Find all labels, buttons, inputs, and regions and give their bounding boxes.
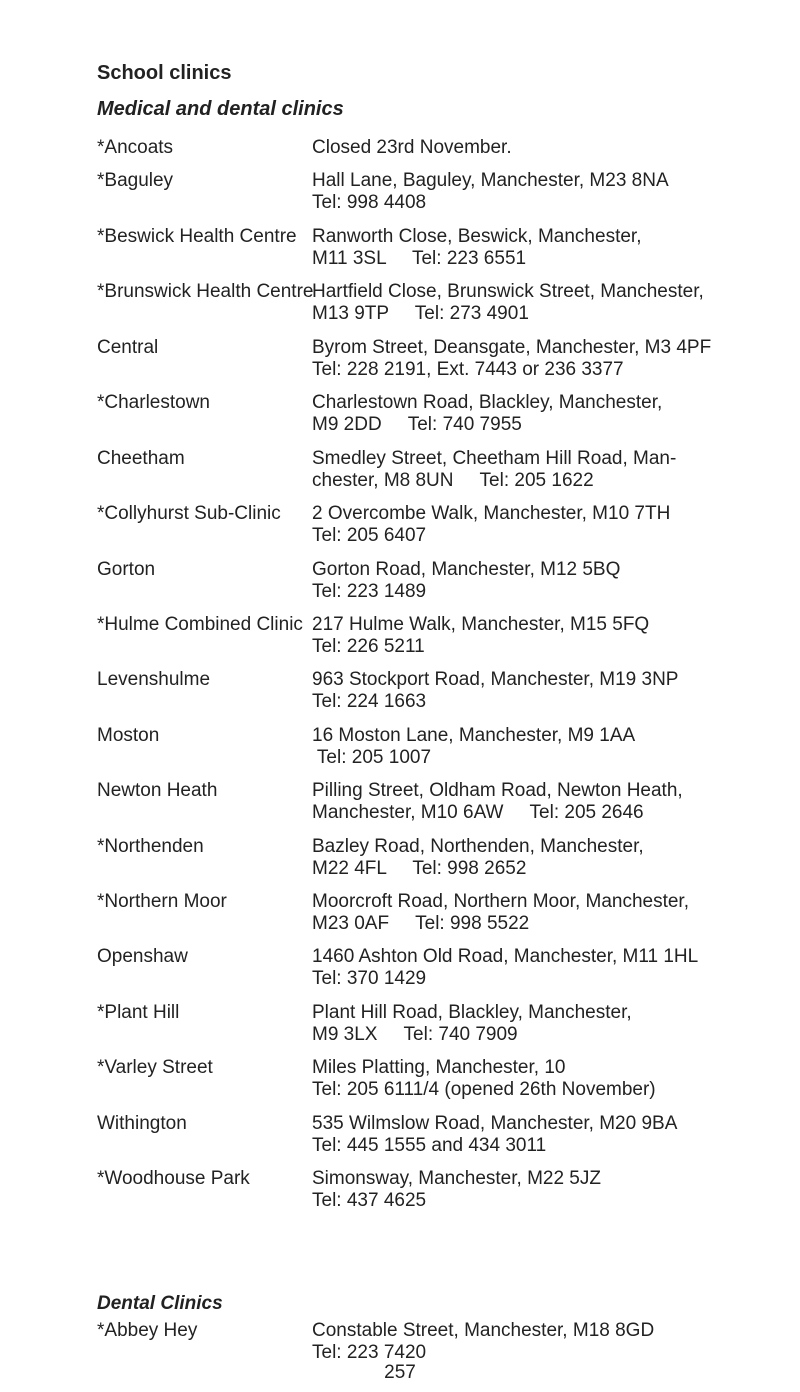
clinic-address-line: Tel: 226 5211 — [312, 636, 425, 657]
clinic-address-line: Tel: 445 1555 and 434 3011 — [312, 1135, 547, 1156]
clinic-address-line: Hartfield Close, Brunswick Street, Manchester, — [312, 281, 704, 302]
clinic-name: *Abbey Hey — [97, 1320, 198, 1341]
clinic-address-line: Tel: 370 1429 — [312, 968, 427, 989]
page-number: 257 — [384, 1362, 416, 1383]
clinic-name: *Collyhurst Sub-Clinic — [97, 503, 281, 524]
clinic-address-line: Moorcroft Road, Northern Moor, Manchester, — [312, 891, 689, 912]
clinic-address-line: Bazley Road, Northenden, Manchester, — [312, 836, 644, 857]
clinic-address-line: 535 Wilmslow Road, Manchester, M20 9BA — [312, 1113, 678, 1134]
clinic-address-line: Manchester, M10 6AW Tel: 205 2646 — [312, 802, 644, 823]
clinic-name: Newton Heath — [97, 780, 218, 801]
clinic-address — [312, 669, 742, 713]
clinic-address — [312, 614, 742, 658]
clinic-name: *Northenden — [97, 836, 204, 857]
clinic-name: *Northern Moor — [97, 891, 227, 912]
clinic-address-line: Pilling Street, Oldham Road, Newton Heath, — [312, 780, 683, 801]
clinic-address-line: Closed 23rd November. — [312, 137, 512, 158]
clinic-address-line: Tel: 437 4625 — [312, 1190, 427, 1211]
clinic-address-line: M9 3LX Tel: 740 7909 — [312, 1024, 518, 1045]
clinic-address-line: M13 9TP Tel: 273 4901 — [312, 303, 529, 324]
clinic-address-line: Tel: 223 7420 — [312, 1342, 427, 1363]
clinic-address-line: Tel: 205 6407 — [312, 525, 427, 546]
clinic-name: *Woodhouse Park — [97, 1168, 250, 1189]
clinic-address-line: Byrom Street, Deansgate, Manchester, M3 4PF — [312, 337, 712, 358]
clinic-address — [312, 725, 742, 769]
clinic-address-line: M11 3SL Tel: 223 6551 — [312, 248, 527, 269]
clinic-address — [312, 337, 742, 381]
clinic-address — [312, 559, 742, 603]
clinic-address-line: Simonsway, Manchester, M22 5JZ — [312, 1168, 601, 1189]
clinic-address-line: M23 0AF Tel: 998 5522 — [312, 913, 530, 934]
clinic-name: *Hulme Combined Clinic — [97, 614, 303, 635]
clinic-name: *Plant Hill — [97, 1002, 180, 1023]
clinic-address — [312, 448, 742, 492]
clinic-address-line: M22 4FL Tel: 998 2652 — [312, 858, 527, 879]
clinic-address-line: M9 2DD Tel: 740 7955 — [312, 414, 522, 435]
clinic-address-line: Tel: 223 1489 — [312, 581, 427, 602]
clinic-address — [312, 891, 742, 935]
clinic-address-line: Tel: 205 1007 — [312, 747, 432, 768]
clinic-address — [312, 1002, 742, 1046]
clinic-address — [312, 281, 742, 325]
clinic-name: *Brunswick Health Centre — [97, 281, 314, 302]
clinic-address — [312, 1168, 742, 1212]
clinic-address — [312, 137, 742, 159]
clinic-address — [312, 1320, 742, 1364]
clinic-name: *Beswick Health Centre — [97, 226, 297, 247]
clinic-name: Openshaw — [97, 946, 188, 967]
clinic-address-line: Plant Hill Road, Blackley, Manchester, — [312, 1002, 632, 1023]
clinic-name: Gorton — [97, 559, 156, 580]
clinic-address — [312, 503, 742, 547]
clinic-address-line: Miles Platting, Manchester, 10 — [312, 1057, 566, 1078]
clinic-address-line: 963 Stockport Road, Manchester, M19 3NP — [312, 669, 679, 690]
clinic-address-line: Gorton Road, Manchester, M12 5BQ — [312, 559, 621, 580]
clinic-name: Moston — [97, 725, 160, 746]
clinic-address — [312, 1057, 742, 1101]
clinic-address-line: Hall Lane, Baguley, Manchester, M23 8NA — [312, 170, 669, 191]
clinic-name: Withington — [97, 1113, 187, 1134]
clinic-address — [312, 836, 742, 880]
clinic-name: Central — [97, 337, 159, 358]
clinic-address-line: Smedley Street, Cheetham Hill Road, Man- — [312, 448, 677, 469]
clinic-address — [312, 226, 742, 270]
page-title: School clinics — [97, 62, 232, 84]
clinic-address-line: Tel: 224 1663 — [312, 691, 427, 712]
page-subtitle: Medical and dental clinics — [97, 98, 344, 120]
clinic-name: *Ancoats — [97, 137, 174, 158]
clinic-address-line: Constable Street, Manchester, M18 8GD — [312, 1320, 655, 1341]
clinic-name: Levenshulme — [97, 669, 211, 690]
clinic-address-line: 16 Moston Lane, Manchester, M9 1AA — [312, 725, 636, 746]
clinic-address-line: Tel: 998 4408 — [312, 192, 427, 213]
clinic-address-line: 1460 Ashton Old Road, Manchester, M11 1HL — [312, 946, 699, 967]
clinic-address-line: Tel: 228 2191, Ext. 7443 or 236 3377 — [312, 359, 624, 380]
clinic-address-line: Tel: 205 6111/4 (opened 26th November) — [312, 1079, 656, 1100]
clinic-name: Cheetham — [97, 448, 185, 469]
clinic-address-line: Charlestown Road, Blackley, Manchester, — [312, 392, 663, 413]
clinic-name: *Varley Street — [97, 1057, 213, 1078]
clinic-address-line: 2 Overcombe Walk, Manchester, M10 7TH — [312, 503, 671, 524]
dental-section-heading: Dental Clinics — [97, 1293, 223, 1314]
clinic-name: *Baguley — [97, 170, 174, 191]
clinic-address — [312, 170, 742, 214]
clinic-address-line: Ranworth Close, Beswick, Manchester, — [312, 226, 642, 247]
clinic-address — [312, 392, 742, 436]
clinic-address-line: 217 Hulme Walk, Manchester, M15 5FQ — [312, 614, 650, 635]
clinic-address — [312, 1113, 742, 1157]
clinic-address-line: chester, M8 8UN Tel: 205 1622 — [312, 470, 594, 491]
clinic-address — [312, 780, 742, 824]
clinic-address — [312, 946, 742, 990]
clinic-name: *Charlestown — [97, 392, 210, 413]
